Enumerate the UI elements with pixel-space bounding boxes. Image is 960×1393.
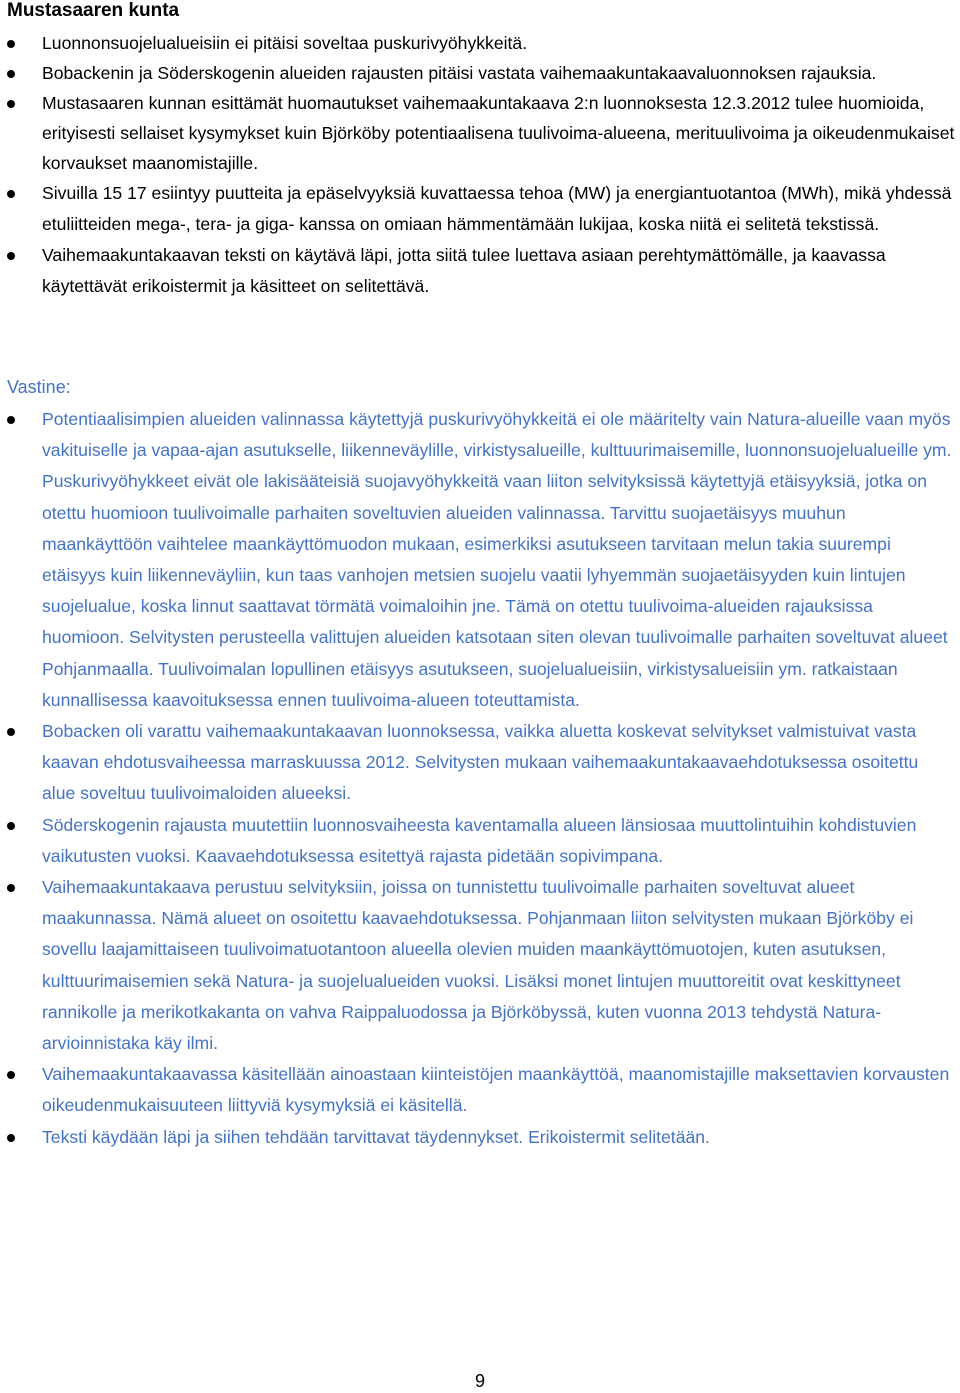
response-item [0, 716, 960, 810]
response-text: Söderskogenin rajausta muutettiin luonnosvaiheesta kaventamalla alueen länsiosaa muuttolintuihin kohdistuvien vaikutusten vuoksi. Kaavaehdotuksessa esitettyä rajasta pidetään sopivimpana. [42, 814, 917, 866]
bullet-icon [7, 40, 15, 48]
bullet-icon [7, 728, 15, 736]
comment-item [0, 88, 960, 178]
response-text: Teksti käydään läpi ja siihen tehdään tarvittavat täydennykset. Erikoistermit selitetään. [42, 1126, 710, 1147]
response-text: Vaihemaakuntakaavassa käsitellään ainoastaan kiinteistöjen maankäyttöä, maanomistajille maksettavien korvausten oikeudenmukaisuuteen liittyviä kysymyksiä ei käsitellä. [42, 1064, 950, 1116]
bullet-icon [7, 190, 15, 198]
bullet-icon [7, 416, 15, 424]
response-item [0, 810, 960, 872]
comment-text: Mustasaaren kunnan esittämät huomautukset vaihemaakuntakaava 2:n luonnoksesta 12.3.2012 tulee huomioida, erityisesti sellaiset kysymykset kuin Björköby potentiaalisena tuulivoima-alueena, merituulivoima ja oikeudenmukaiset korvaukset maanomistajille. [42, 93, 955, 173]
comment-item [0, 240, 960, 302]
bullet-icon [7, 1071, 15, 1079]
response-item [0, 1059, 960, 1121]
bullet-icon [7, 884, 15, 892]
comment-item [0, 178, 960, 240]
bullet-icon [7, 822, 15, 830]
comment-text: Sivuilla 15 17 esiintyy puutteita ja epäselvyyksiä kuvattaessa tehoa (MW) ja energiantuotantoa (MWh), mikä yhdessä etuliitteiden mega-, tera- ja giga- kanssa on omiaan hämmentämään lukijaa, koska niitä ei selitetä tekstissä. [42, 183, 952, 234]
response-item [0, 872, 960, 1059]
comment-item [0, 28, 960, 58]
section-heading: Mustasaaren kunta [7, 0, 180, 21]
response-heading: Vastine: [7, 377, 71, 397]
bullet-icon [7, 252, 15, 260]
comment-text: Vaihemaakuntakaavan teksti on käytävä läpi, jotta siitä tulee luettava asiaan perehtymättömälle, ja kaavassa käytettävät erikoistermit ja käsitteet on selitettävä. [42, 245, 886, 296]
comment-text: Bobackenin ja Söderskogenin alueiden rajausten pitäisi vastata vaihemaakuntakaavaluonnoksen rajauksia. [42, 63, 877, 83]
response-item [0, 1122, 960, 1153]
comment-text: Luonnonsuojelualueisiin ei pitäisi soveltaa puskurivyöhykkeitä. [42, 33, 528, 53]
bullet-icon [7, 100, 15, 108]
response-text: Bobacken oli varattu vaihemaakuntakaavan luonnoksessa, vaikka aluetta koskevat selvitykset valmistuivat vasta kaavan ehdotusvaiheessa marraskuussa 2012. Selvitysten mukaan vaihemaakuntakaavaehdotuksessa osoitettu alue soveltuu tuulivoimaloiden alueeksi. [42, 721, 919, 804]
page-number: 9 [474, 1371, 485, 1391]
response-list [0, 404, 960, 1153]
response-item [0, 404, 960, 716]
bullet-icon [7, 70, 15, 78]
comment-list [0, 28, 960, 302]
response-text: Vaihemaakuntakaava perustuu selvityksiin, joissa on tunnistettu tuulivoimalle parhaiten soveltuvat alueet maakunnassa. Nämä alueet on osoitettu kaavaehdotuksessa. Pohjanmaan liiton selvitysten mukaan Björköby ei sovellu laajamittaiseen tuulivoimatuotantoon alueella olevien muiden maankäyttömuotojen, kuten asutuksen, kulttuurimaisemien sekä Natura- ja suojelualueiden vuoksi. Lisäksi monet lintujen muuttoreitit ovat keskittyneet rannikolle ja merikotkakanta on vahva Raippaluodossa ja Björköbyssä, kuten vuonna 2013 tehdystä Natura-arvioinnistaka käy ilmi. [42, 877, 914, 1054]
comment-item [0, 58, 960, 88]
bullet-icon [7, 1134, 15, 1142]
response-text: Potentiaalisimpien alueiden valinnassa käytettyjä puskurivyöhykkeitä ei ole määritelty vain Natura-alueille vaan myös vakituiselle ja vapaa-ajan asutukselle, liikenneväylille, virkistysalueille, kulttuurimaisemille, luonnonsuojelualueille ym. Puskurivyöhykkeet eivät ole lakisääteisiä suojavyöhykkeitä vaan liiton selvityksissä käytettyjä etäisyyksiä, jotka on otettu huomioon tuulivoimalle parhaiten soveltuvien alueiden valinnassa. Tarvittu suojaetäisyys muuhun maankäyttöön vaihtelee maankäyttömuodon mukaan, esimerkiksi asutukseen tarvitaan melun takia suurempi etäisyys kuin liikenneväyliin, kun taas vanhojen metsien suojelu vaatii lyhyemmän suojaetäisyyden kuin lintujen suojelualue, koska linnut saattavat törmätä voimaloihin jne. Tämä on otettu tuulivoima-alueiden rajauksissa huomioon. Selvitysten perusteella valittujen alueiden katsotaan siten olevan tuulivoimalle parhaiten soveltuvat alueet Pohjanmaalla. Tuulivoimalan lopullinen etäisyys asutukseen, suojelualueisiin, virkistysalueisiin ym. ratkaistaan kunnallisessa kaavoituksessa ennen tuulivoima-alueen toteuttamista. [42, 409, 952, 710]
